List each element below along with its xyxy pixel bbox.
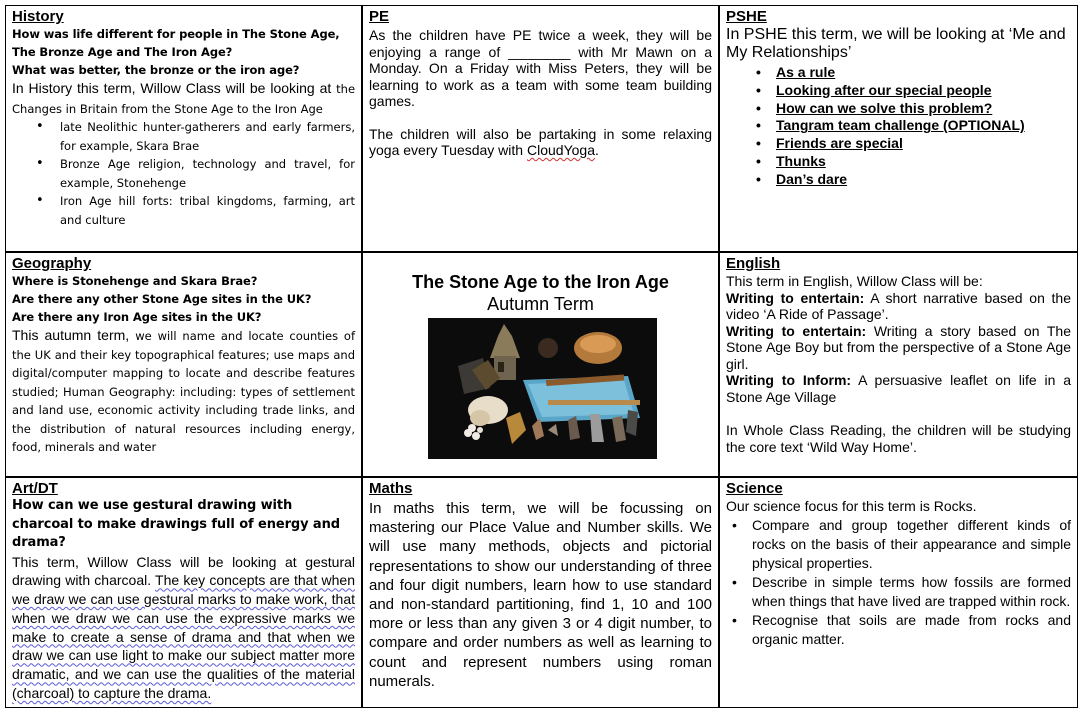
- geography-body: [12, 326, 355, 457]
- history-heading: History: [12, 8, 64, 25]
- pe-paragraph-2c: .: [594, 142, 599, 158]
- geography-body-b: we will name and locate counties of the UK and their key topographical features; use maps and digital/computer mapping to locate and describe features studied; Human Geography: including: types of settlement and land use, economic activity including trade links, and the distribution of natural resources including energy, food, minerals and water: [12, 329, 355, 454]
- maths-cell: [362, 477, 719, 708]
- history-question-1: How was life different for people in The Stone Age, The Bronze Age and The Iron Age?: [12, 27, 340, 59]
- english-item-text: A short narrative based on the video ‘A Ride of Passage’.: [726, 289, 1071, 322]
- science-bullet: • Compare and group together different kinds of rocks on the basis of their appearance and simple physical properties.: [726, 516, 1071, 573]
- english-item-label: Writing to Inform:: [726, 372, 852, 388]
- artifacts-illustration: [428, 318, 657, 459]
- geography-heading: Geography: [12, 255, 92, 272]
- pe-paragraph-2: [369, 126, 712, 159]
- pshe-bullet: • How can we solve this problem?: [726, 100, 1071, 118]
- science-bullet-list: [726, 516, 1071, 649]
- history-intro: [12, 79, 355, 118]
- term-subtitle: Autumn Term: [487, 294, 594, 314]
- science-intro: Our science focus for this term is Rocks.: [726, 498, 977, 514]
- cloudyoga-text: CloudYoga: [526, 142, 595, 158]
- pe-heading: PE: [369, 8, 390, 25]
- english-item-text: A persuasive leaflet on life in a Stone Age Village: [726, 372, 1071, 405]
- english-item-3: [726, 372, 1071, 405]
- art-cell: [5, 477, 362, 708]
- art-heading: Art/DT: [12, 480, 58, 497]
- pe-cell: [362, 5, 719, 252]
- maths-body: In maths this term, we will be focussing on mastering our Place Value and Number skills. We will use many methods, objects and pictorial representations to show our understanding of three and four digit numbers, learn how to use standard and non-standard partitioning, find 1, 10 and 100 more or less than any given 3 or 4 digit number, to compare and order numbers as well as learning to count and represent numbers using roman numerals.: [369, 500, 712, 690]
- history-cell: [5, 5, 362, 252]
- english-reading: In Whole Class Reading, the children will be studying the core text ‘Wild Way Home’.: [726, 422, 1071, 455]
- pshe-bullet: • Thunks: [726, 153, 1071, 171]
- pe-paragraph-1: As the children have PE twice a week, they will be enjoying a range of ________ with Mr Mawn on a Monday. On a Friday with Miss Peters, they will be learning to work as a team with some team building games.: [369, 27, 712, 109]
- pe-paragraph-2a: The children will also be partaking in some relaxing yoga every Tuesday with: [369, 125, 712, 158]
- english-item-label: Writing to entertain:: [726, 322, 867, 339]
- pshe-intro: In PSHE this term, we will be looking at ‘Me and My Relationships’: [726, 26, 1066, 61]
- english-item-text: Writing a story based on The Stone Age Boy but from the perspective of a Stone Age girl.: [726, 322, 1072, 372]
- pshe-bullet: • Tangram team challenge (OPTIONAL): [726, 117, 1071, 135]
- english-item-label: Writing to entertain:: [726, 289, 865, 306]
- history-bullet: • Iron Age hill forts: tribal kingdoms, farming, art and culture: [12, 192, 355, 229]
- art-body-b: The key concepts are that when we draw we can use gestural marks to make work, that when we draw we can use the expressive marks we make to create a sense of drama and that when we draw we can use light to make our subject matter more dramatic, and we can use the qualities of the material (charcoal) to capture the drama.: [12, 572, 355, 702]
- science-bullet: • Recognise that soils are made from rocks and organic matter.: [726, 611, 1071, 649]
- english-heading: English: [726, 255, 781, 272]
- history-bullet: • Bronze Age religion, technology and travel, for example, Stonehenge: [12, 155, 355, 192]
- history-bullet: • late Neolithic hunter-gatherers and early farmers, for example, Skara Brae: [12, 118, 355, 155]
- centre-cell: [362, 252, 719, 477]
- science-bullet: • Describe in simple terms how fossils are formed when things that have lived are trapped within rock.: [726, 573, 1071, 611]
- english-item-2: [726, 323, 1071, 373]
- english-intro: This term in English, Willow Class will be:: [726, 273, 983, 289]
- history-intro-b: the Changes in Britain from the Stone Age to the Iron Age: [12, 82, 356, 116]
- science-cell: [719, 477, 1078, 708]
- pshe-bullet: • Friends are special: [726, 135, 1071, 153]
- history-intro-a: In History this term, Willow Class will be looking at: [12, 80, 332, 96]
- art-body-a: This term, Willow Class will be looking at gestural drawing with charcoal.: [12, 553, 355, 589]
- geography-question-1: Where is Stonehenge and Skara Brae?: [12, 274, 258, 288]
- art-body: [12, 553, 355, 703]
- pshe-cell: [719, 5, 1078, 252]
- pshe-heading: PSHE: [726, 8, 767, 25]
- page-title: The Stone Age to the Iron Age: [412, 272, 669, 292]
- english-cell: [719, 252, 1078, 477]
- history-bullet-list: [12, 118, 355, 229]
- pshe-bullet: • As a rule: [726, 64, 1071, 82]
- english-item-1: [726, 290, 1071, 323]
- maths-heading: Maths: [369, 480, 413, 497]
- history-question-2: What was better, the bronze or the iron age?: [12, 63, 300, 77]
- stone-age-artifacts-photo: [428, 318, 657, 459]
- art-question: How can we use gestural drawing with charcoal to make drawings full of energy and drama?: [12, 498, 340, 550]
- science-heading: Science: [726, 480, 783, 497]
- geography-question-2: Are there any other Stone Age sites in the UK?: [12, 292, 312, 306]
- pshe-bullet: • Dan’s dare: [726, 171, 1071, 189]
- geography-body-a: This autumn term,: [12, 327, 136, 343]
- pshe-bullet: • Looking after our special people: [726, 82, 1071, 100]
- pshe-bullet-list: [726, 64, 1071, 189]
- geography-question-3: Are there any Iron Age sites in the UK?: [12, 310, 262, 324]
- geography-cell: [5, 252, 362, 477]
